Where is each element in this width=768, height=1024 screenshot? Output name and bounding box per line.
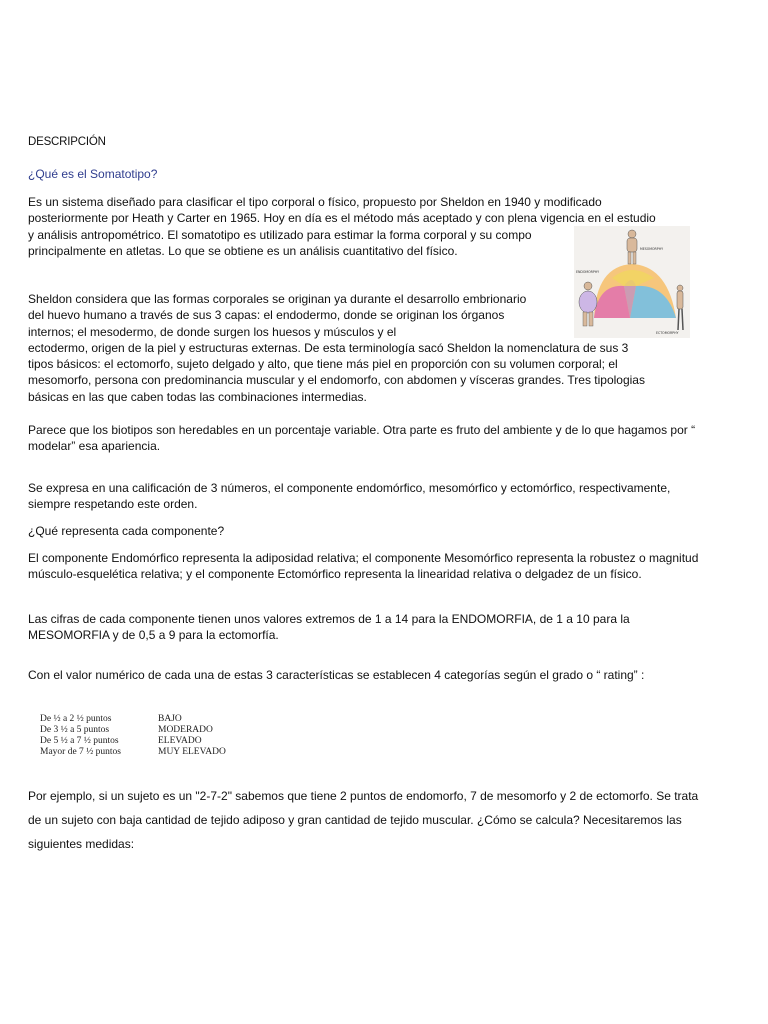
rating-row [40, 714, 248, 725]
rating-row [40, 747, 248, 758]
paragraph-componentes: El componente Endomórfico representa la adiposidad relativa; el componente Mesomórfico representa la robustez o magnitud músculo-esquelética relativa; y el componente Ectomórfico representa la linearidad relativa o delgadez de un físico. [28, 551, 699, 582]
section-heading: DESCRIPCIÓN [28, 136, 106, 148]
paragraph-ejemplo: Por ejemplo, si un sujeto es un "2-7-2" sabemos que tiene 2 puntos de endomorfo, 7 de mesomorfo y 2 de ectomorfo. Se trata de un sujeto con baja cantidad de tejido adiposo y gran cantidad de tejido muscular. ¿Cómo se calcula? Necesitaremos las siguientes medidas: [28, 789, 699, 851]
paragraph-line: principalmente en atletas. Lo que se obtiene es un análisis cuantitativo del físico. [28, 243, 458, 258]
rating-row [40, 725, 248, 736]
rating-range: Mayor de 7 ½ puntos [40, 747, 122, 757]
paragraph-sheldon [28, 291, 708, 405]
figure-label-ectomorphy: ECTOMORPHY [656, 331, 679, 335]
paragraph-line: del huevo humano a través de sus 3 capas: el endodermo, donde se originan los órganos [28, 308, 505, 323]
paragraph-line: Es un sistema diseñado para clasificar el tipo corporal o físico, propuesto por Sheldon en 1940 y modificado [28, 195, 602, 209]
paragraph-calificacion: Se expresa en una calificación de 3 números, el componente endomórfico, mesomórfico y ectomórfico, respectivamente, siempre respetando este orden. [28, 481, 671, 512]
rating-category: MUY ELEVADO [158, 747, 226, 757]
rating-range: De 3 ½ a 5 puntos [40, 725, 110, 735]
paragraph-line: básicas en las que caben todas las combinaciones intermedias. [28, 389, 367, 404]
paragraph-categorias: Con el valor numérico de cada una de estas 3 características se establecen 4 categorías según el grado o “ rating” : [28, 668, 645, 682]
question-somatotipo: ¿Qué es el Somatotipo? [28, 167, 158, 181]
rating-category: ELEVADO [158, 736, 202, 746]
rating-row [40, 736, 248, 747]
paragraph-biotipos: Parece que los biotipos son heredables en un porcentaje variable. Otra parte es fruto del ambiente y de lo que hagamos por “ modelar” esa apariencia. [28, 423, 696, 454]
figure-label-endomorphy: ENDOMORPHY [576, 270, 600, 274]
paragraph-cifras: Las cifras de cada componente tienen unos valores extremos de 1 a 14 para la ENDOMORFIA, de 1 a 10 para la MESOMORFIA y de 0,5 a 9 para la ectomorfía. [28, 612, 630, 643]
paragraph-line: ectodermo, origen de la piel y estructuras externas. De esta terminología sacó Sheldon la nomenclatura de sus 3 [28, 340, 629, 355]
paragraph-line: posteriormente por Heath y Carter en 1965. Hoy en día es el método más aceptado y con plena vigencia en el estudio [28, 211, 656, 226]
paragraph-line: tipos básicos: el ectomorfo, sujeto delgado y alto, que tiene más piel en proporción con su volumen corporal; el [28, 357, 618, 372]
rating-table [40, 714, 248, 758]
question-componente: ¿Qué representa cada componente? [28, 524, 225, 538]
rating-range: De 5 ½ a 7 ½ puntos [40, 736, 119, 746]
paragraph-line: mesomorfo, persona con predominancia muscular y el endomorfo, con abdomen y vísceras grandes. Tres tipologias [28, 373, 645, 388]
paragraph-line: y análisis antropométrico. El somatotipo es utilizado para estimar la forma corporal y su compo [28, 227, 532, 242]
figure-label-mesomorphy: MESOMORPHY [640, 247, 664, 251]
rating-category: MODERADO [158, 725, 213, 735]
rating-category: BAJO [158, 714, 182, 724]
rating-range: De ½ a 2 ½ puntos [40, 714, 112, 724]
paragraph-line: internos; el mesodermo, de donde surgen los huesos y músculos y el [28, 324, 397, 339]
paragraph-line: Sheldon considera que las formas corporales se originan ya durante el desarrollo embrionario [28, 292, 527, 306]
